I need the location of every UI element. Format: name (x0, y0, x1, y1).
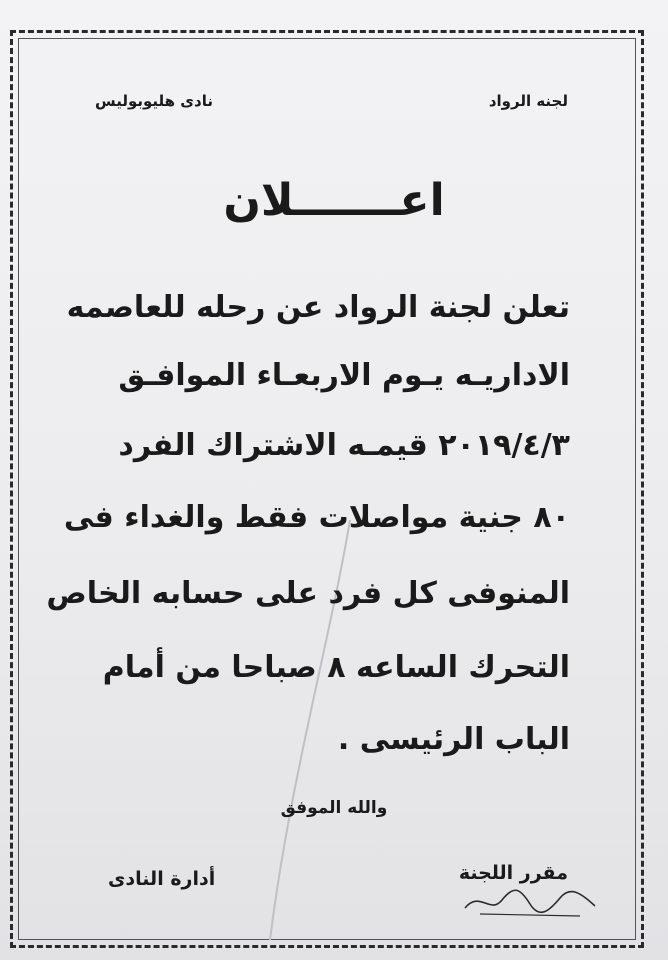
club-administration-label: أدارة النادى (108, 868, 216, 890)
body-line-5: المنوفى كل فرد على حسابه الخاص (46, 576, 570, 611)
committee-name: لجنه الرواد (488, 92, 568, 110)
body-line-1: تعلن لجنة الرواد عن رحله للعاصمه (66, 290, 570, 325)
body-line-2: الاداريـه يـوم الاربعـاء الموافـق (118, 358, 570, 393)
body-line-6: التحرك الساعه ٨ صباحا من أمام (102, 650, 570, 685)
body-line-3: ٢٠١٩/٤/٣ قيمـه الاشتراك الفرد (118, 428, 570, 463)
handwritten-signature (460, 880, 600, 920)
notice-title: اعـــــــلان (223, 175, 445, 226)
body-line-4: ٨٠ جنية مواصلات فقط والغداء فى (63, 500, 570, 535)
body-line-7: الباب الرئيسى . (337, 722, 570, 757)
club-name: نادى هليوبوليس (95, 92, 213, 110)
closing-phrase: والله الموفق (280, 798, 388, 818)
committee-rapporteur-label: مقرر اللجنة (458, 862, 568, 884)
